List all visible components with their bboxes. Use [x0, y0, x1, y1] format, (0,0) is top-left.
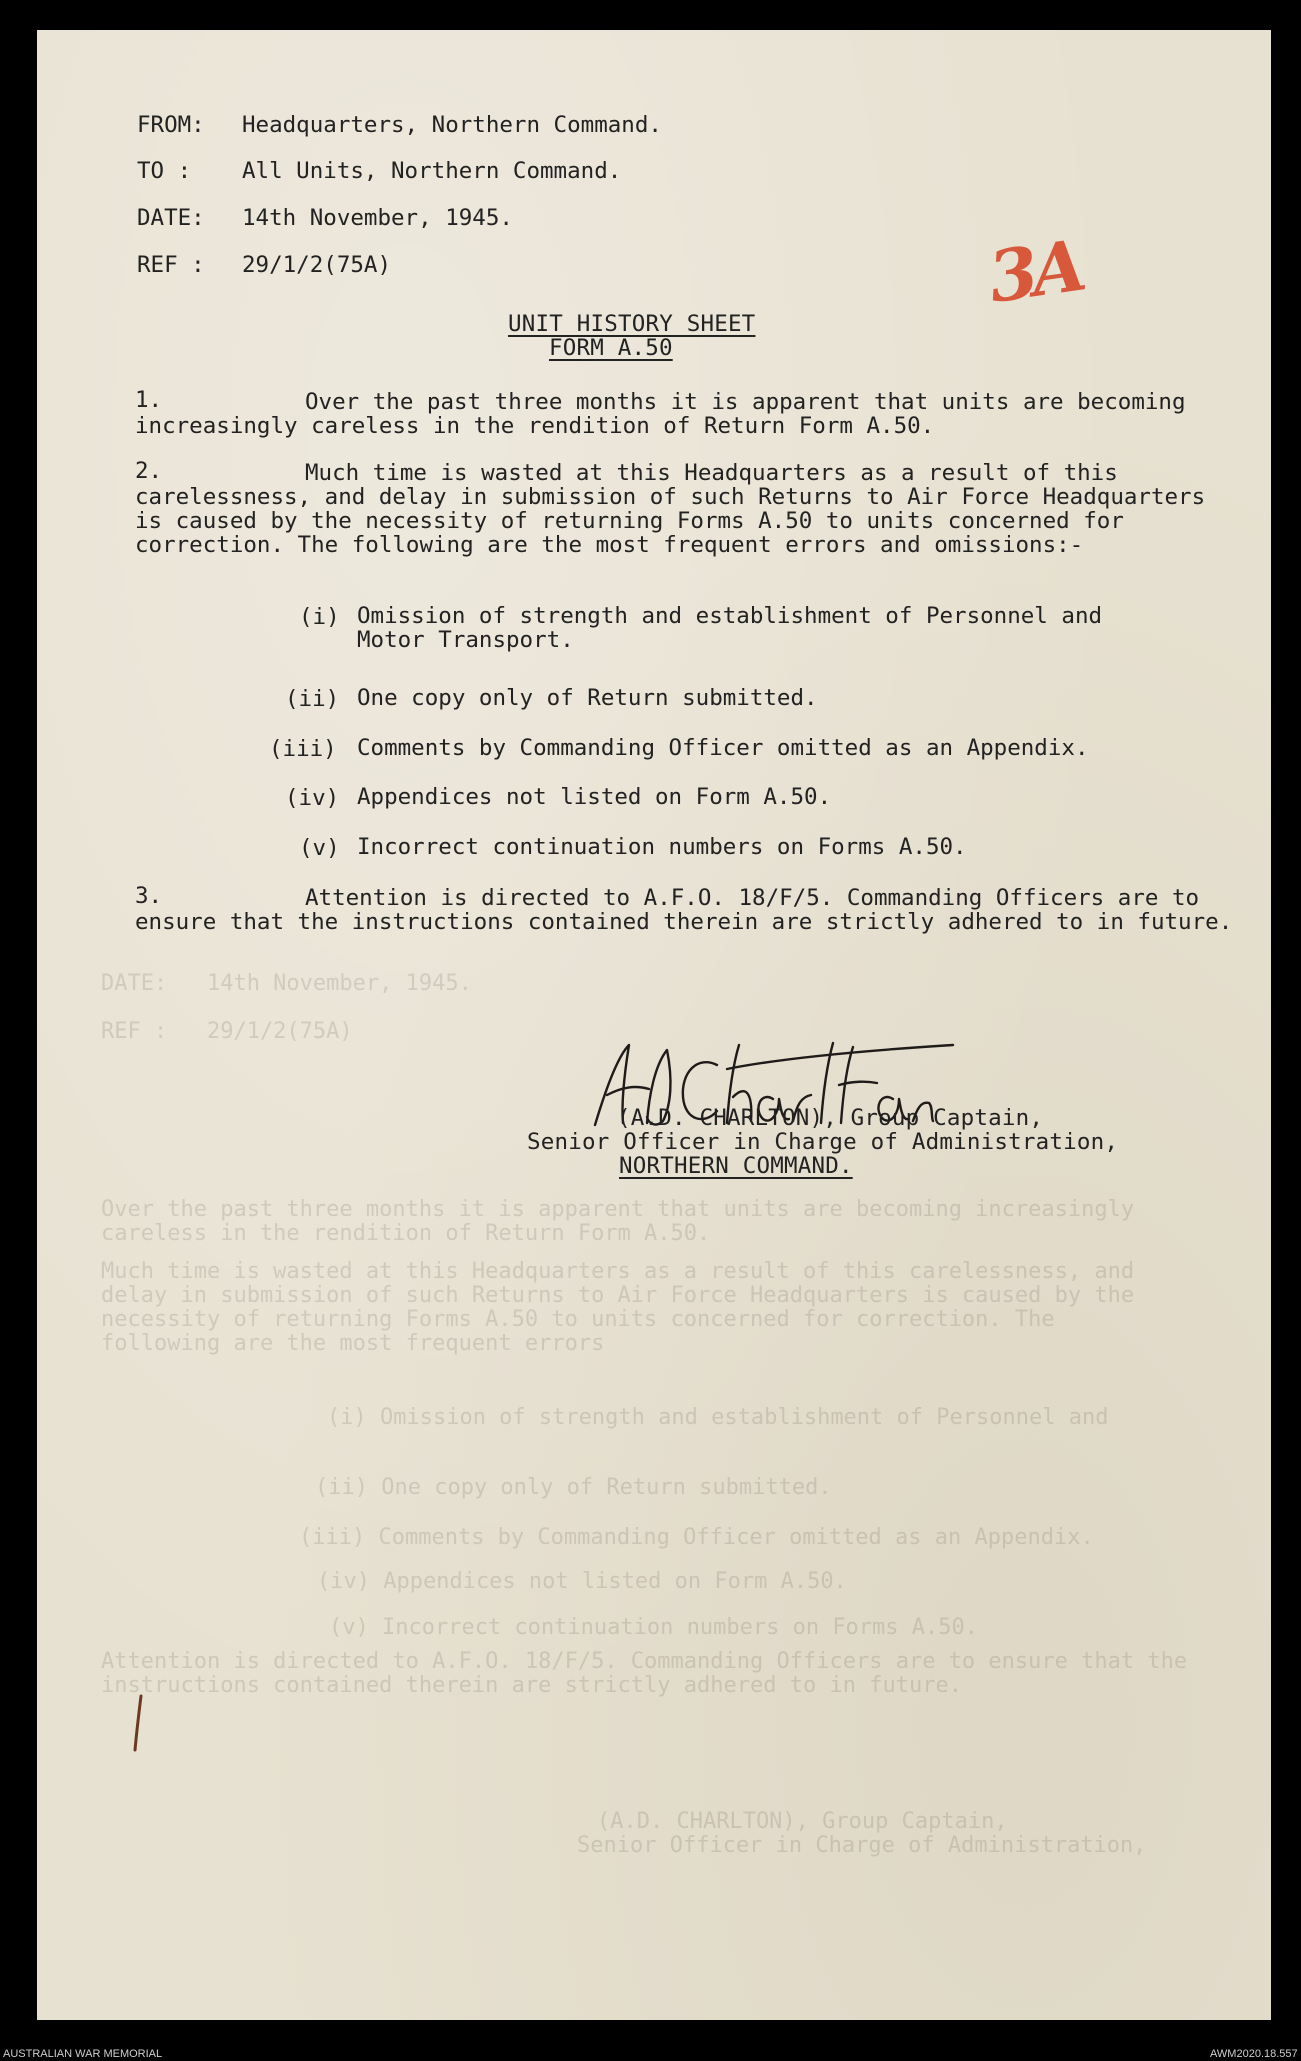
item-3-text: Comments by Commanding Officer omitted as an Appendix. — [357, 735, 1089, 761]
ghost-text: (iv) Appendices not listed on Form A.50. — [317, 1569, 847, 1594]
ghost-text: (ii) One copy only of Return submitted. — [315, 1475, 832, 1500]
ghost-text: (v) Incorrect continuation numbers on Forms A.50. — [329, 1615, 979, 1640]
item-5-text: Incorrect continuation numbers on Forms A.50. — [357, 834, 967, 860]
footer-right: AWM2020.18.557 — [1210, 2048, 1298, 2060]
footer-left: AUSTRALIAN WAR MEMORIAL — [3, 2048, 163, 2060]
para1-number: 1. — [135, 387, 163, 413]
para1-text: Over the past three months it is apparent that units are becoming increasingly careless in the rendition of Return Form A.50. — [135, 389, 1186, 439]
date-label: DATE: — [137, 205, 205, 231]
ghost-text: (A.D. CHARLTON), Group Captain, — [597, 1809, 1008, 1834]
ghost-text: (iii) Comments by Commanding Officer omitted as an Appendix. — [299, 1525, 1094, 1550]
ghost-text: (i) Omission of strength and establishment of Personnel and — [327, 1405, 1109, 1430]
ref-label: REF : — [137, 252, 205, 278]
item-4-number: (iv) — [285, 785, 340, 811]
to-value: All Units, Northern Command. — [242, 158, 622, 184]
item-1-number: (i) — [299, 604, 340, 630]
from-label: FROM: — [137, 112, 205, 138]
item-5-number: (v) — [299, 835, 340, 861]
ghost-text: Attention is directed to A.F.O. 18/F/5. Commanding Officers are to ensure that the instructions contained therein are strictly adhered to in future. — [101, 1649, 1188, 1698]
ghost-text: REF : 29/1/2(75A) — [101, 1019, 353, 1044]
document-page — [37, 30, 1271, 2020]
para3-text: Attention is directed to A.F.O. 18/F/5. Commanding Officers are to ensure that the instructions contained therein are strictly adhered to in future. — [135, 885, 1233, 935]
to-label: TO : — [137, 158, 192, 184]
signature-title: Senior Officer in Charge of Administration, — [527, 1129, 1119, 1155]
item-2-number: (ii) — [285, 686, 340, 712]
para3-number: 3. — [135, 883, 163, 909]
item-3-number: (iii) — [269, 736, 337, 762]
ghost-text: Senior Officer in Charge of Administration, — [577, 1833, 1147, 1858]
handwritten-annotation: 3A — [983, 224, 1086, 319]
pencil-mark — [127, 1694, 157, 1754]
from-value: Headquarters, Northern Command. — [242, 112, 662, 138]
signature-name: (A.D. CHARLTON), Group Captain, — [617, 1105, 1044, 1131]
item-2-text: One copy only of Return submitted. — [357, 685, 818, 711]
signature-command: NORTHERN COMMAND. — [619, 1153, 853, 1179]
title-line-2: FORM A.50 — [549, 335, 673, 361]
date-value: 14th November, 1945. — [242, 205, 513, 231]
ref-value: 29/1/2(75A) — [242, 252, 392, 278]
item-1-text: Omission of strength and establishment of Personnel and Motor Transport. — [357, 603, 1103, 653]
para2-number: 2. — [135, 458, 163, 484]
ghost-text: Over the past three months it is apparent that units are becoming increasingly careless in the rendition of Return Form A.50. — [101, 1197, 1135, 1246]
item-4-text: Appendices not listed on Form A.50. — [357, 784, 832, 810]
title-line-1: UNIT HISTORY SHEET — [508, 311, 756, 337]
ghost-text: DATE: 14th November, 1945. — [101, 971, 472, 996]
ghost-text: Much time is wasted at this Headquarters as a result of this carelessness, and delay in submission of such Returns to Air Force Headquarters is caused by the necessity of returning Forms A.50 to units concerned for correction. The following are the most frequent errors — [101, 1259, 1135, 1356]
para2-text: Much time is wasted at this Headquarters as a result of this carelessness, and delay in submission of such Returns to Air Force Headquarters is caused by the necessity of returning Forms A.50 to units concerned for correction. The following are the most frequent errors and omissions:- — [135, 460, 1206, 558]
